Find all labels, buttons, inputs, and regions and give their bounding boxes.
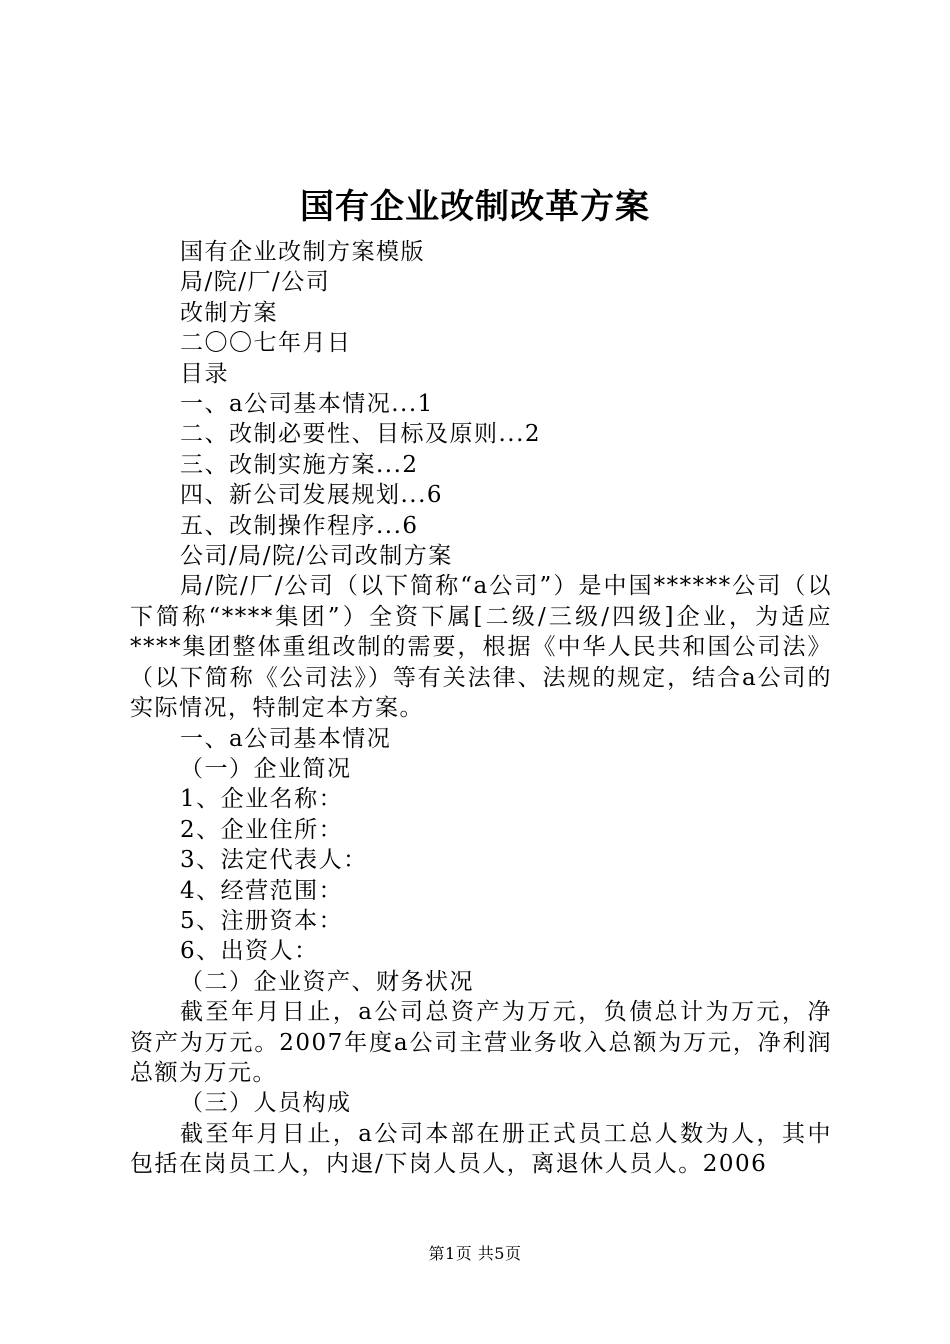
toc-heading: 目录 (180, 360, 229, 387)
toc-item: 三、改制实施方案...2 (180, 451, 419, 478)
page-footer: 第1页 共5页 (428, 1244, 522, 1263)
profile-item: 6、出资人： (180, 938, 319, 965)
document-body (130, 237, 832, 1180)
intro-paragraph: 局/院/厂/公司（以下简称“a公司”）是中国******公司（以下简称“****集团”）全资下属[二级/三级/四级]企业，为适应****集团整体重组改制的需要，根据《中华人民共和国公司法》（以下简称《公司法》）等有关法律、法规的规定，结合a公司的实际情况，特制定本方案。 (130, 573, 832, 722)
profile-item: 3、法定代表人： (180, 847, 368, 874)
document-title: 国有企业改制改革方案 (300, 187, 650, 227)
profile-item: 2、企业住所： (180, 816, 344, 843)
toc-item: 二、改制必要性、目标及原则...2 (180, 421, 542, 448)
header-line-plan-label: 改制方案 (180, 299, 278, 326)
toc-item: 一、a公司基本情况...1 (180, 391, 434, 418)
header-line-template-name: 国有企业改制方案模版 (180, 239, 425, 265)
plan-title: 公司/局/院/公司改制方案 (180, 543, 453, 570)
subsection-heading: （二）企业资产、财务状况 (180, 968, 474, 995)
profile-item: 5、注册资本： (180, 907, 344, 934)
section-heading: 一、a公司基本情况 (180, 725, 392, 752)
subsection-heading: （一）企业简况 (180, 755, 352, 782)
subsection-heading: （三）人员构成 (180, 1090, 352, 1117)
header-line-organization: 局/院/厂/公司 (180, 269, 331, 296)
profile-item: 1、企业名称： (180, 786, 344, 813)
header-line-date: 二〇〇七年月日 (180, 330, 352, 357)
toc-item: 四、新公司发展规划...6 (180, 482, 444, 509)
toc-item: 五、改制操作程序...6 (180, 512, 419, 539)
staff-paragraph: 截至年月日止，a公司本部在册正式员工总人数为人，其中包括在岗员工人，内退/下岗人员人，离退休人员人。2006 (130, 1120, 832, 1178)
finance-paragraph: 截至年月日止，a公司总资产为万元，负债总计为万元，净资产为万元。2007年度a公司主营业务收入总额为万元，净利润总额为万元。 (130, 999, 832, 1086)
profile-item: 4、经营范围： (180, 877, 344, 904)
